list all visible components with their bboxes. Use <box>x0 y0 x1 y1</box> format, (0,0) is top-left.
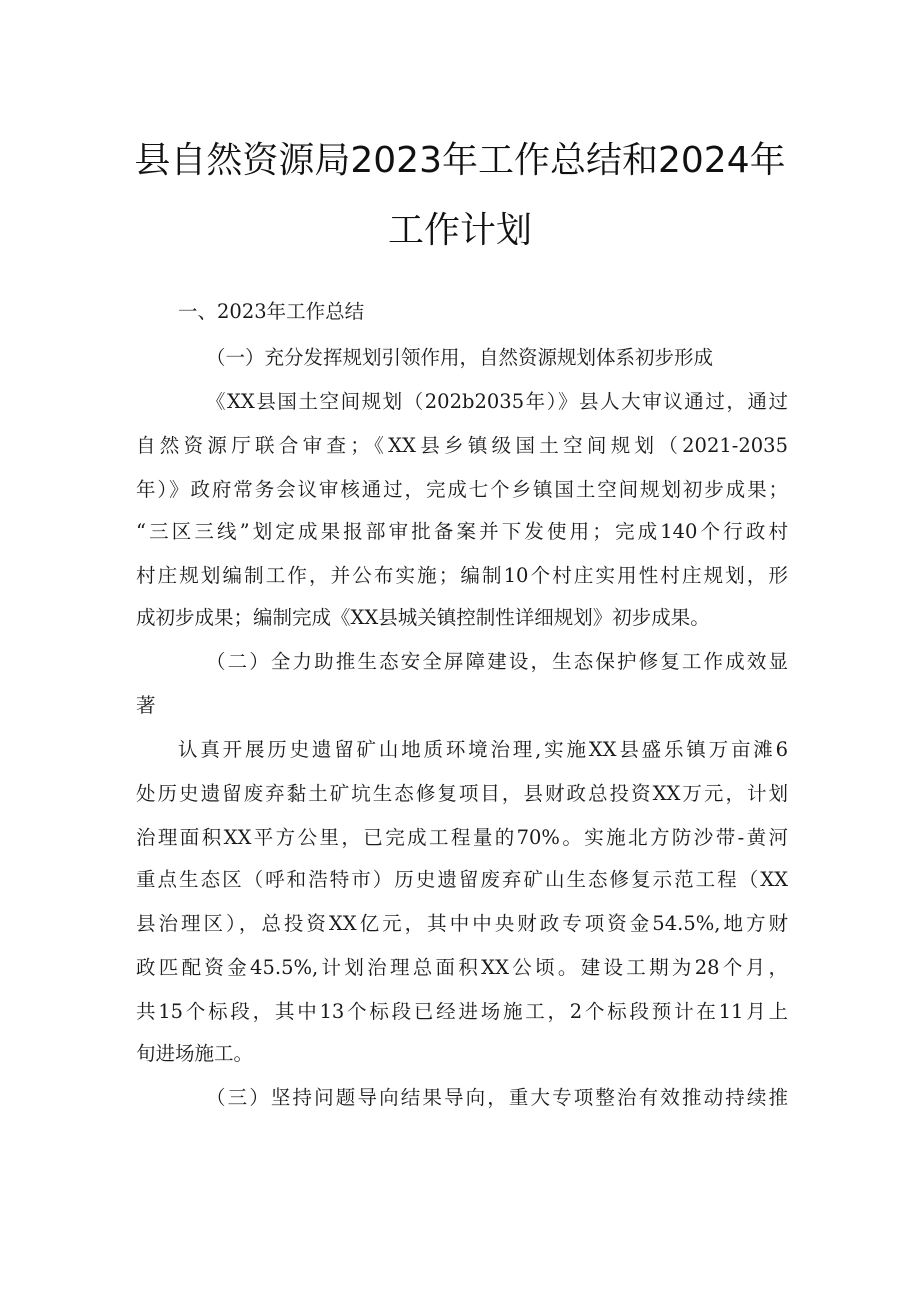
body-line: 处历史遗留废弃黏土矿坑生态修复项目，县财政总投资XX万元，计划 <box>136 782 788 805</box>
subsection-heading-2: （二）全力助推生态安全屏障建设，生态保护修复工作成效显 <box>206 650 788 673</box>
section-heading: 一、2023年工作总结 <box>178 300 365 323</box>
body-line: 旬进场施工。 <box>136 1042 254 1065</box>
body-line: 年）》政府常务会议审核通过，完成七个乡镇国土空间规划初步成果； <box>136 478 788 501</box>
body-line: 共15个标段，其中13个标段已经进场施工，2个标段预计在11月上 <box>136 1000 788 1023</box>
subsection-heading-1: （一）充分发挥规划引领作用，自然资源规划体系初步形成 <box>206 346 714 369</box>
subsection-heading-3: （三）坚持问题导向结果导向，重大专项整治有效推动持续推 <box>206 1086 788 1109</box>
body-line: 自然资源厅联合审查；《XX县乡镇级国土空间规划（2021-2035 <box>136 434 788 457</box>
body-line: 县治理区），总投资XX亿元，其中中央财政专项资金54.5%,地方财 <box>136 912 788 935</box>
body-line: 重点生态区（呼和浩特市）历史遗留废弃矿山生态修复示范工程（XX <box>136 868 788 891</box>
body-line: 村庄规划编制工作，并公布实施；编制10个村庄实用性村庄规划，形 <box>136 564 788 587</box>
document-title-line-2: 工作计划 <box>387 210 532 251</box>
subsection-heading-2-continued: 著 <box>136 694 156 717</box>
body-line: 《XX县国土空间规划（202b2035年）》县人大审议通过，通过 <box>206 390 788 413</box>
body-line: 治理面积XX平方公里，已完成工程量的70%。实施北方防沙带-黄河 <box>136 826 788 849</box>
body-line: 认真开展历史遗留矿山地质环境治理,实施XX县盛乐镇万亩滩6 <box>178 738 788 761</box>
body-line: “三区三线”划定成果报部审批备案并下发使用；完成140个行政村 <box>136 520 788 543</box>
body-line: 政匹配资金45.5%,计划治理总面积XX公顷。建设工期为28个月， <box>136 956 788 979</box>
document-title-line-1: 县自然资源局2023年工作总结和2024年 <box>134 140 786 181</box>
body-line: 成初步成果；编制完成《XX县城关镇控制性详细规划》初步成果。 <box>136 606 710 629</box>
